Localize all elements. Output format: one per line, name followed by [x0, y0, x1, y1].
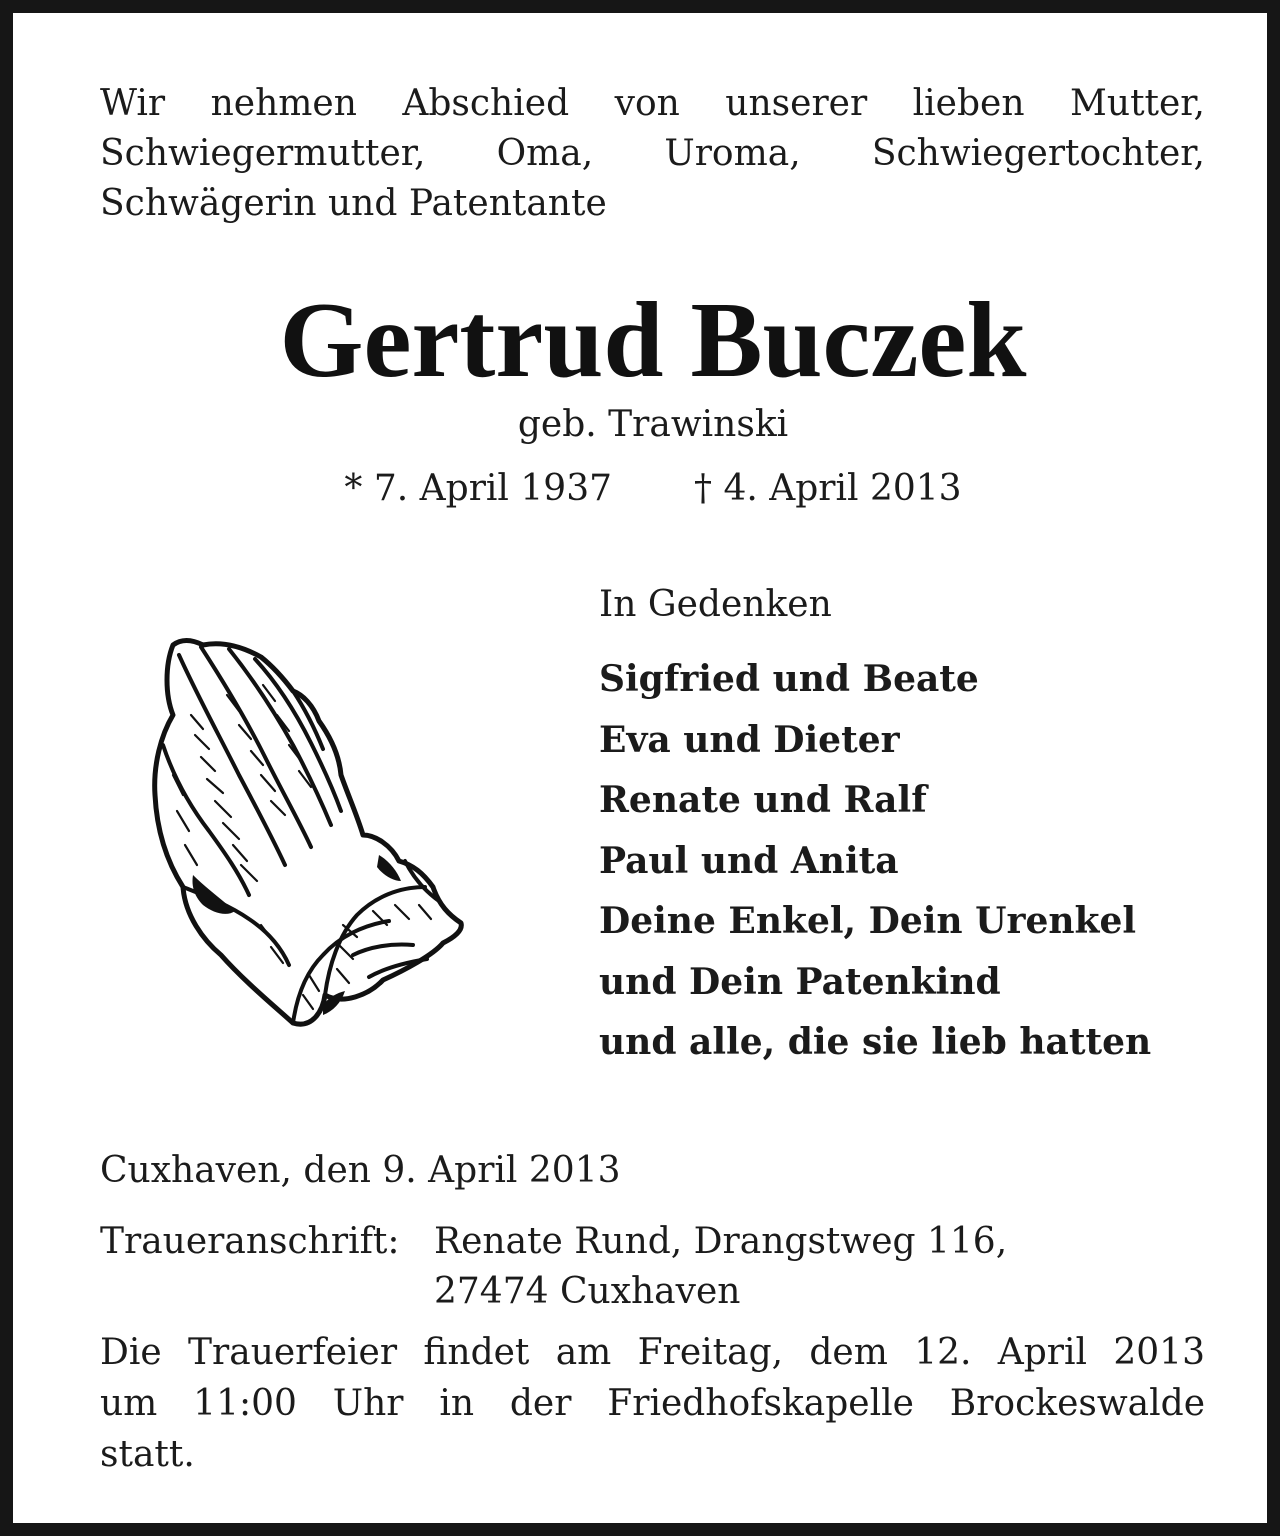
- address-value: [434, 1217, 1007, 1317]
- ceremony-line: Die Trauerfeier findet am Freitag, dem 12. April 2013: [100, 1332, 1205, 1373]
- intro-line: Schwiegermutter, Oma, Uroma, Schwiegertochter,: [100, 133, 1205, 174]
- list-item: und Dein Patenkind: [599, 960, 1001, 1003]
- memorial-heading: In Gedenken: [599, 584, 832, 625]
- intro-line: Schwägerin und Patentante: [100, 183, 607, 224]
- address-line: 27474 Cuxhaven: [434, 1271, 741, 1312]
- address-line: Renate Rund, Drangstweg 116,: [434, 1221, 1008, 1262]
- list-item: und alle, die sie lieb hatten: [599, 1021, 1152, 1063]
- ceremony-line: um 11:00 Uhr in der Friedhofskapelle Brockeswalde: [100, 1383, 1205, 1424]
- birth-date: * 7. April 1937: [344, 468, 612, 509]
- list-item: Eva und Dieter: [599, 718, 900, 761]
- address-label: Traueranschrift:: [100, 1221, 400, 1262]
- ceremony-text: [100, 1327, 1205, 1480]
- maiden-name: geb. Trawinski: [517, 404, 789, 445]
- mourners-list: [599, 649, 1151, 1073]
- life-dates: [13, 465, 1280, 513]
- deceased-name: Gertrud Buczek: [279, 281, 1027, 400]
- praying-hands-icon: [143, 625, 473, 1035]
- ceremony-line: statt.: [100, 1434, 195, 1475]
- list-item: Sigfried und Beate: [599, 658, 979, 700]
- death-date: † 4. April 2013: [694, 468, 962, 509]
- intro-text: [100, 79, 1205, 229]
- list-item: Deine Enkel, Dein Urenkel: [599, 900, 1137, 942]
- place-date: Cuxhaven, den 9. April 2013: [100, 1150, 621, 1191]
- intro-line: Wir nehmen Abschied von unserer lieben Mutter,: [100, 83, 1205, 124]
- list-item: Renate und Ralf: [599, 779, 927, 821]
- list-item: Paul und Anita: [599, 839, 899, 882]
